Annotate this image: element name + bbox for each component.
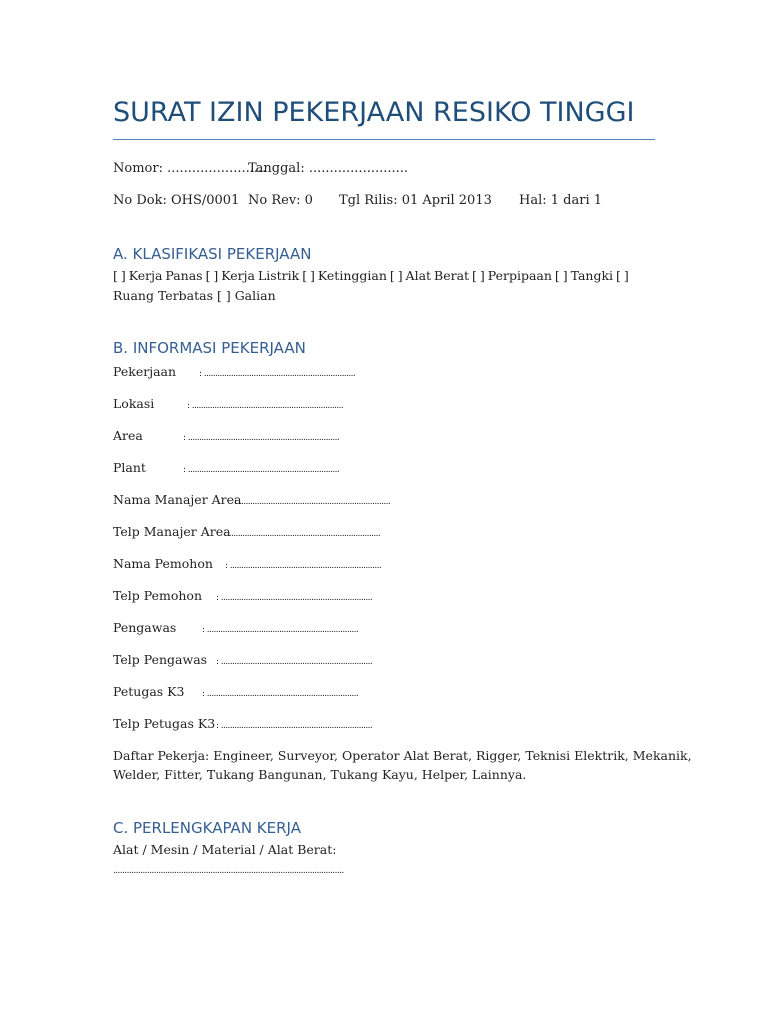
field-label: Area [113, 428, 143, 443]
field-label: Telp Pemohon [113, 588, 202, 603]
field-value-dots: : ................................................................... [199, 369, 356, 379]
field-value-dots: : ................................................................... [187, 401, 344, 411]
field-label: Telp Manajer Area [113, 524, 231, 539]
hal: Hal: 1 dari 1 [519, 193, 603, 208]
tanggal-field: Tanggal: ........................ [248, 161, 409, 176]
field-value-dots: : ................................................................... [183, 465, 340, 475]
field-label: Telp Petugas K3 [113, 716, 216, 731]
perlengkapan-dots: ...................................................................................................... [113, 866, 344, 876]
daftar-pekerja-line-1: Daftar Pekerja: Engineer, Surveyor, Operator Alat Berat, Rigger, Teknisi Elektrik, Mekanik, [113, 748, 692, 763]
field-label: Nama Pemohon [113, 556, 213, 571]
title-underline [113, 139, 655, 140]
field-value-dots: : ................................................................... [216, 657, 373, 667]
field-value-dots: : ................................................................... [224, 529, 381, 539]
field-value-dots: : ................................................................... [216, 593, 373, 603]
field-label: Nama Manajer Area [113, 492, 242, 507]
klasifikasi-line-2: Ruang Terbatas [ ] Galian [113, 288, 276, 303]
field-value-dots: : ................................................................... [202, 625, 359, 635]
tgl-rilis: Tgl Rilis: 01 April 2013 [339, 193, 492, 208]
section-b-heading: B. INFORMASI PEKERJAAN [113, 339, 306, 357]
nomor-field: Nomor: ........................ [113, 161, 267, 176]
no-dok: No Dok: OHS/0001 [113, 193, 240, 208]
field-label: Pekerjaan [113, 364, 177, 379]
document-title: SURAT IZIN PEKERJAAN RESIKO TINGGI [113, 97, 635, 128]
field-value-dots: : ................................................................... [183, 433, 340, 443]
field-label: Pengawas [113, 620, 177, 635]
perlengkapan-label: Alat / Mesin / Material / Alat Berat: [113, 842, 337, 857]
field-value-dots: : ................................................................... [216, 721, 373, 731]
field-label: Plant [113, 460, 146, 475]
field-value-dots: : ................................................................... [202, 689, 359, 699]
daftar-pekerja-line-2: Welder, Fitter, Tukang Bangunan, Tukang Kayu, Helper, Lainnya. [113, 767, 527, 782]
field-label: Petugas K3 [113, 684, 185, 699]
field-value-dots: : ................................................................... [234, 497, 391, 507]
field-value-dots: : ................................................................... [225, 561, 382, 571]
no-rev: No Rev: 0 [248, 193, 313, 208]
field-label: Lokasi [113, 396, 155, 411]
klasifikasi-line-1: [ ] Kerja Panas [ ] Kerja Listrik [ ] Ketinggian [ ] Alat Berat [ ] Perpipaan [ ] Tangki [ ] [113, 268, 629, 283]
section-a-heading: A. KLASIFIKASI PEKERJAAN [113, 245, 312, 263]
section-c-heading: C. PERLENGKAPAN KERJA [113, 819, 301, 837]
field-label: Telp Pengawas [113, 652, 208, 667]
